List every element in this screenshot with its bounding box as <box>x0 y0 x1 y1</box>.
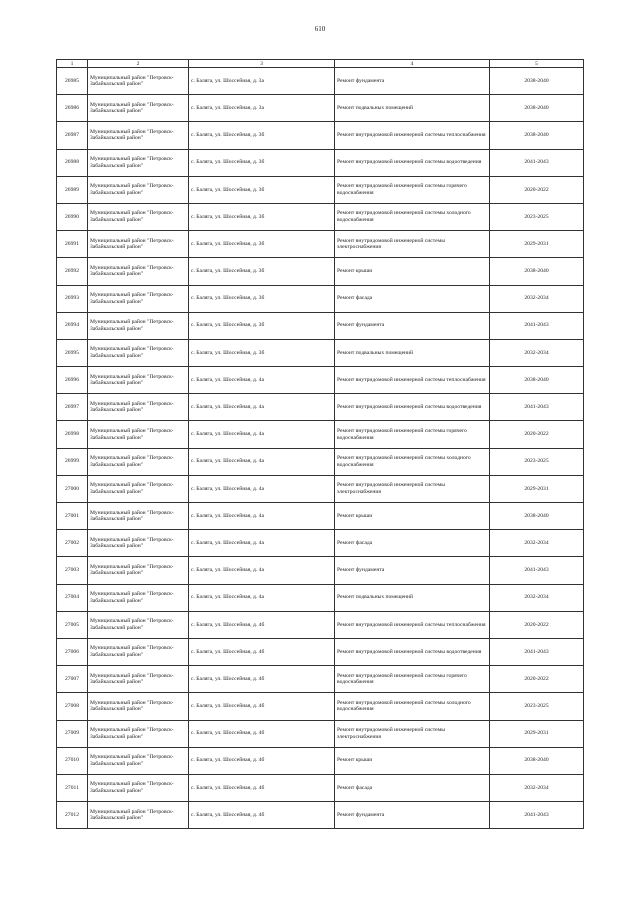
row-number-cell: 26987 <box>57 122 88 149</box>
row-number-cell: 26990 <box>57 203 88 230</box>
row-number-cell: 27001 <box>57 503 88 530</box>
row-number-cell: 26999 <box>57 448 88 475</box>
table-row <box>57 231 584 258</box>
address-cell: с. Баляга, ул. Шоссейная, д. 3б <box>189 312 335 339</box>
period-cell: 2032-2034 <box>490 285 584 312</box>
work-type-cell: Ремонт внутридомовой инженерной системы теплоснабжения <box>335 611 490 638</box>
address-cell: с. Баляга, ул. Шоссейная, д. 4а <box>189 584 335 611</box>
row-number-cell: 27011 <box>57 774 88 801</box>
municipality-cell: Муниципальный район "Петровск-Забайкальский район" <box>88 530 189 557</box>
work-type-cell: Ремонт внутридомовой инженерной системы теплоснабжения <box>335 122 490 149</box>
municipality-cell: Муниципальный район "Петровск-Забайкальский район" <box>88 95 189 122</box>
work-type-cell: Ремонт внутридомовой инженерной системы холодного водоснабжения <box>335 203 490 230</box>
table-row <box>57 720 584 747</box>
period-cell: 2032-2034 <box>490 774 584 801</box>
period-cell: 2029-2031 <box>490 720 584 747</box>
address-cell: с. Баляга, ул. Шоссейная, д. 4б <box>189 638 335 665</box>
address-cell: с. Баляга, ул. Шоссейная, д. 4б <box>189 720 335 747</box>
repair-schedule-table <box>56 59 584 829</box>
period-cell: 2023-2025 <box>490 448 584 475</box>
municipality-cell: Муниципальный район "Петровск-Забайкальский район" <box>88 122 189 149</box>
address-cell: с. Баляга, ул. Шоссейная, д. 3б <box>189 339 335 366</box>
table-row <box>57 503 584 530</box>
period-cell: 2032-2034 <box>490 339 584 366</box>
address-cell: с. Баляга, ул. Шоссейная, д. 3б <box>189 122 335 149</box>
table-row <box>57 68 584 95</box>
work-type-cell: Ремонт фасада <box>335 285 490 312</box>
period-cell: 2020-2022 <box>490 666 584 693</box>
column-header-5: 5 <box>490 60 584 68</box>
table-row <box>57 448 584 475</box>
table-row <box>57 122 584 149</box>
table-row <box>57 638 584 665</box>
table-row <box>57 747 584 774</box>
work-type-cell: Ремонт внутридомовой инженерной системы водоотведения <box>335 638 490 665</box>
municipality-cell: Муниципальный район "Петровск-Забайкальский район" <box>88 720 189 747</box>
work-type-cell: Ремонт внутридомовой инженерной системы водоотведения <box>335 394 490 421</box>
row-number-cell: 27007 <box>57 666 88 693</box>
table-row <box>57 176 584 203</box>
table-row <box>57 394 584 421</box>
row-number-cell: 26986 <box>57 95 88 122</box>
table-row <box>57 611 584 638</box>
work-type-cell: Ремонт внутридомовой инженерной системы холодного водоснабжения <box>335 448 490 475</box>
row-number-cell: 27000 <box>57 475 88 502</box>
period-cell: 2032-2034 <box>490 530 584 557</box>
table-row <box>57 475 584 502</box>
address-cell: с. Баляга, ул. Шоссейная, д. 3б <box>189 203 335 230</box>
municipality-cell: Муниципальный район "Петровск-Забайкальский район" <box>88 747 189 774</box>
period-cell: 2038-2040 <box>490 503 584 530</box>
period-cell: 2041-2043 <box>490 802 584 829</box>
row-number-cell: 26993 <box>57 285 88 312</box>
address-cell: с. Баляга, ул. Шоссейная, д. 3б <box>189 285 335 312</box>
row-number-cell: 27004 <box>57 584 88 611</box>
table-row <box>57 339 584 366</box>
address-cell: с. Баляга, ул. Шоссейная, д. 4а <box>189 394 335 421</box>
period-cell: 2041-2043 <box>490 312 584 339</box>
municipality-cell: Муниципальный район "Петровск-Забайкальский район" <box>88 475 189 502</box>
work-type-cell: Ремонт фасада <box>335 530 490 557</box>
period-cell: 2020-2022 <box>490 421 584 448</box>
address-cell: с. Баляга, ул. Шоссейная, д. 4б <box>189 666 335 693</box>
period-cell: 2032-2034 <box>490 584 584 611</box>
municipality-cell: Муниципальный район "Петровск-Забайкальский район" <box>88 802 189 829</box>
table-row <box>57 285 584 312</box>
row-number-cell: 27002 <box>57 530 88 557</box>
period-cell: 2038-2040 <box>490 68 584 95</box>
row-number-cell: 27006 <box>57 638 88 665</box>
table-header <box>57 60 584 68</box>
period-cell: 2020-2022 <box>490 176 584 203</box>
work-type-cell: Ремонт фундамента <box>335 557 490 584</box>
municipality-cell: Муниципальный район "Петровск-Забайкальский район" <box>88 258 189 285</box>
row-number-cell: 27008 <box>57 693 88 720</box>
address-cell: с. Баляга, ул. Шоссейная, д. 4а <box>189 448 335 475</box>
period-cell: 2038-2040 <box>490 95 584 122</box>
municipality-cell: Муниципальный район "Петровск-Забайкальский район" <box>88 68 189 95</box>
municipality-cell: Муниципальный район "Петровск-Забайкальский район" <box>88 693 189 720</box>
municipality-cell: Муниципальный район "Петровск-Забайкальский район" <box>88 421 189 448</box>
period-cell: 2041-2043 <box>490 394 584 421</box>
address-cell: с. Баляга, ул. Шоссейная, д. 4а <box>189 475 335 502</box>
address-cell: с. Баляга, ул. Шоссейная, д. 3б <box>189 176 335 203</box>
row-number-cell: 27012 <box>57 802 88 829</box>
table-row <box>57 774 584 801</box>
period-cell: 2029-2031 <box>490 231 584 258</box>
work-type-cell: Ремонт фундамента <box>335 312 490 339</box>
row-number-cell: 26989 <box>57 176 88 203</box>
municipality-cell: Муниципальный район "Петровск-Забайкальский район" <box>88 557 189 584</box>
address-cell: с. Баляга, ул. Шоссейная, д. 4а <box>189 557 335 584</box>
address-cell: с. Баляга, ул. Шоссейная, д. 4а <box>189 503 335 530</box>
period-cell: 2038-2040 <box>490 122 584 149</box>
work-type-cell: Ремонт фундамента <box>335 802 490 829</box>
row-number-cell: 26996 <box>57 367 88 394</box>
address-cell: с. Баляга, ул. Шоссейная, д. 3а <box>189 68 335 95</box>
row-number-cell: 26985 <box>57 68 88 95</box>
work-type-cell: Ремонт фасада <box>335 774 490 801</box>
work-type-cell: Ремонт крыши <box>335 503 490 530</box>
municipality-cell: Муниципальный район "Петровск-Забайкальский район" <box>88 611 189 638</box>
table-row <box>57 421 584 448</box>
address-cell: с. Баляга, ул. Шоссейная, д. 4а <box>189 367 335 394</box>
work-type-cell: Ремонт внутридомовой инженерной системы электроснабжения <box>335 475 490 502</box>
column-header-1: 1 <box>57 60 88 68</box>
address-cell: с. Баляга, ул. Шоссейная, д. 4б <box>189 802 335 829</box>
work-type-cell: Ремонт крыши <box>335 258 490 285</box>
work-type-cell: Ремонт внутридомовой инженерной системы горячего водоснабжения <box>335 421 490 448</box>
work-type-cell: Ремонт внутридомовой инженерной системы электроснабжения <box>335 231 490 258</box>
column-header-3: 3 <box>189 60 335 68</box>
table-row <box>57 802 584 829</box>
column-header-4: 4 <box>335 60 490 68</box>
row-number-cell: 26997 <box>57 394 88 421</box>
address-cell: с. Баляга, ул. Шоссейная, д. 4а <box>189 421 335 448</box>
municipality-cell: Муниципальный район "Петровск-Забайкальский район" <box>88 339 189 366</box>
work-type-cell: Ремонт крыши <box>335 747 490 774</box>
municipality-cell: Муниципальный район "Петровск-Забайкальский район" <box>88 448 189 475</box>
header-row <box>57 60 584 68</box>
row-number-cell: 26992 <box>57 258 88 285</box>
work-type-cell: Ремонт внутридомовой инженерной системы горячего водоснабжения <box>335 666 490 693</box>
table-row <box>57 95 584 122</box>
work-type-cell: Ремонт подвальных помещений <box>335 584 490 611</box>
work-type-cell: Ремонт внутридомовой инженерной системы водоотведения <box>335 149 490 176</box>
page-number: 610 <box>314 25 326 33</box>
municipality-cell: Муниципальный район "Петровск-Забайкальский район" <box>88 312 189 339</box>
work-type-cell: Ремонт фундамента <box>335 68 490 95</box>
work-type-cell: Ремонт внутридомовой инженерной системы электроснабжения <box>335 720 490 747</box>
address-cell: с. Баляга, ул. Шоссейная, д. 3б <box>189 231 335 258</box>
municipality-cell: Муниципальный район "Петровск-Забайкальский район" <box>88 394 189 421</box>
work-type-cell: Ремонт внутридомовой инженерной системы холодного водоснабжения <box>335 693 490 720</box>
address-cell: с. Баляга, ул. Шоссейная, д. 4б <box>189 611 335 638</box>
municipality-cell: Муниципальный район "Петровск-Забайкальский район" <box>88 584 189 611</box>
address-cell: с. Баляга, ул. Шоссейная, д. 3а <box>189 95 335 122</box>
municipality-cell: Муниципальный район "Петровск-Забайкальский район" <box>88 367 189 394</box>
period-cell: 2038-2040 <box>490 258 584 285</box>
address-cell: с. Баляга, ул. Шоссейная, д. 4а <box>189 530 335 557</box>
table-row <box>57 258 584 285</box>
period-cell: 2041-2043 <box>490 149 584 176</box>
period-cell: 2029-2031 <box>490 475 584 502</box>
row-number-cell: 26998 <box>57 421 88 448</box>
work-type-cell: Ремонт внутридомовой инженерной системы теплоснабжения <box>335 367 490 394</box>
period-cell: 2041-2043 <box>490 638 584 665</box>
column-header-2: 2 <box>88 60 189 68</box>
address-cell: с. Баляга, ул. Шоссейная, д. 4б <box>189 774 335 801</box>
municipality-cell: Муниципальный район "Петровск-Забайкальский район" <box>88 774 189 801</box>
row-number-cell: 27005 <box>57 611 88 638</box>
municipality-cell: Муниципальный район "Петровск-Забайкальский район" <box>88 666 189 693</box>
row-number-cell: 27009 <box>57 720 88 747</box>
period-cell: 2038-2040 <box>490 747 584 774</box>
period-cell: 2023-2025 <box>490 203 584 230</box>
municipality-cell: Муниципальный район "Петровск-Забайкальский район" <box>88 231 189 258</box>
table-row <box>57 584 584 611</box>
work-type-cell: Ремонт внутридомовой инженерной системы горячего водоснабжения <box>335 176 490 203</box>
address-cell: с. Баляга, ул. Шоссейная, д. 3б <box>189 149 335 176</box>
row-number-cell: 26995 <box>57 339 88 366</box>
table-row <box>57 557 584 584</box>
period-cell: 2041-2043 <box>490 557 584 584</box>
table-row <box>57 530 584 557</box>
municipality-cell: Муниципальный район "Петровск-Забайкальский район" <box>88 203 189 230</box>
row-number-cell: 26994 <box>57 312 88 339</box>
table-row <box>57 149 584 176</box>
municipality-cell: Муниципальный район "Петровск-Забайкальский район" <box>88 176 189 203</box>
municipality-cell: Муниципальный район "Петровск-Забайкальский район" <box>88 638 189 665</box>
work-type-cell: Ремонт подвальных помещений <box>335 95 490 122</box>
table-row <box>57 203 584 230</box>
period-cell: 2038-2040 <box>490 367 584 394</box>
table-row <box>57 312 584 339</box>
row-number-cell: 26991 <box>57 231 88 258</box>
row-number-cell: 27003 <box>57 557 88 584</box>
address-cell: с. Баляга, ул. Шоссейная, д. 4б <box>189 693 335 720</box>
table-row <box>57 367 584 394</box>
address-cell: с. Баляга, ул. Шоссейная, д. 4б <box>189 747 335 774</box>
work-type-cell: Ремонт подвальных помещений <box>335 339 490 366</box>
municipality-cell: Муниципальный район "Петровск-Забайкальский район" <box>88 285 189 312</box>
municipality-cell: Муниципальный район "Петровск-Забайкальский район" <box>88 503 189 530</box>
table-body <box>57 68 584 829</box>
row-number-cell: 26988 <box>57 149 88 176</box>
period-cell: 2023-2025 <box>490 693 584 720</box>
address-cell: с. Баляга, ул. Шоссейная, д. 3б <box>189 258 335 285</box>
table-row <box>57 693 584 720</box>
row-number-cell: 27010 <box>57 747 88 774</box>
period-cell: 2020-2022 <box>490 611 584 638</box>
municipality-cell: Муниципальный район "Петровск-Забайкальский район" <box>88 149 189 176</box>
table-row <box>57 666 584 693</box>
